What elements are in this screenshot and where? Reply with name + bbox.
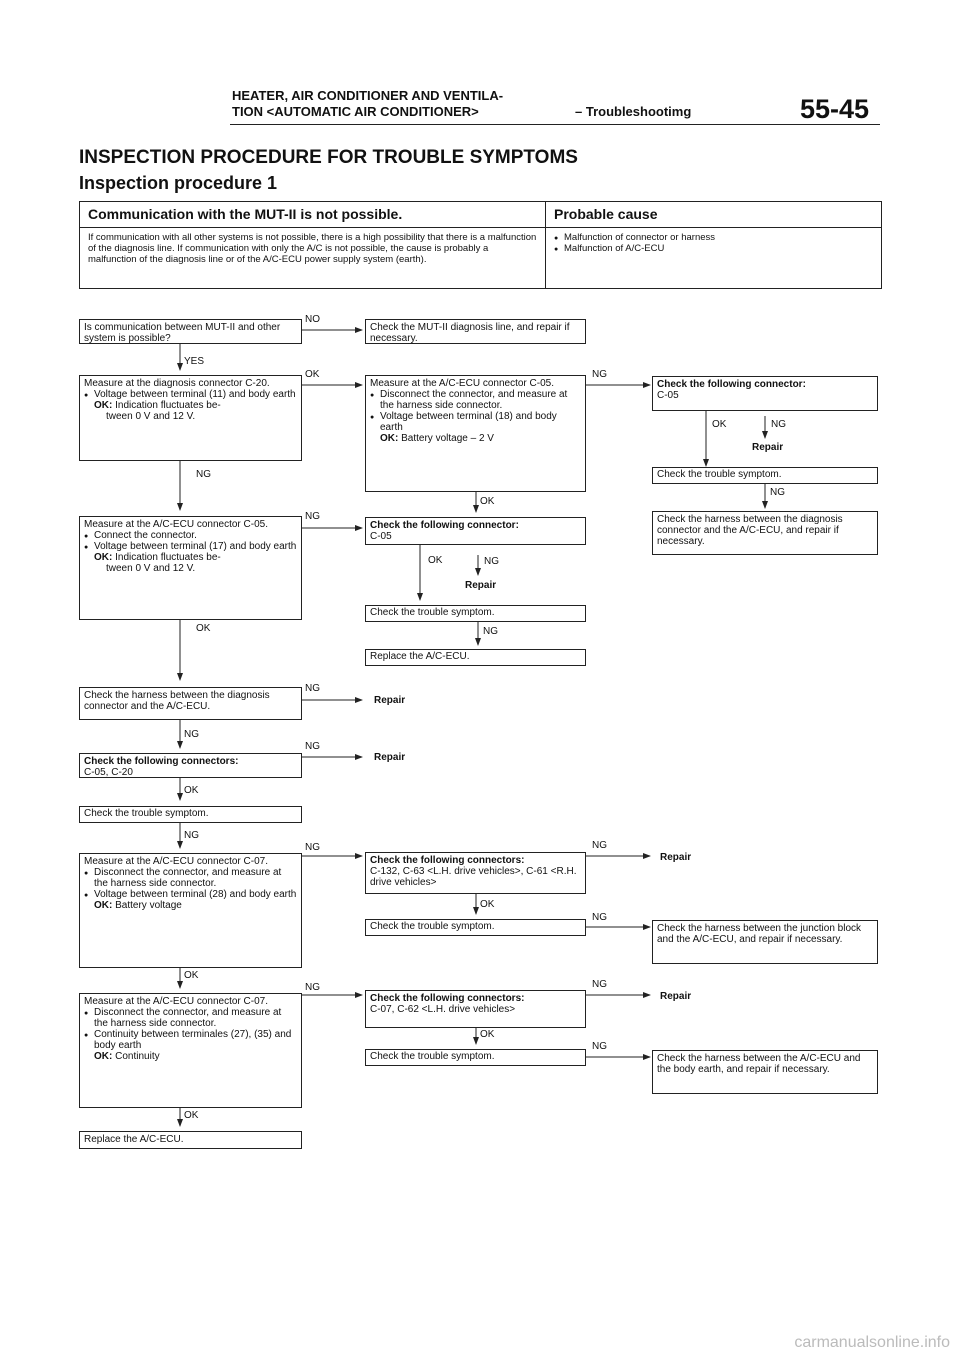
check-harness-diag-ecu: Check the harness between the diagnosis connector and the A/C-ECU. xyxy=(79,687,302,720)
check-trouble-symptom: Check the trouble symptom. xyxy=(365,605,586,622)
label-ng: NG xyxy=(184,729,199,740)
measure-diag-connector: Measure at the diagnosis connector C-20. ● Voltage between terminal (11) and body earth OK: Indication fluctuates be- tween 0 V and 12 V. xyxy=(79,375,302,461)
check-harness-diag-ecu-repair: Check the harness between the diagnosis connector and the A/C-ECU, and repair if necessary. xyxy=(652,511,878,555)
label-ok: OK xyxy=(305,369,320,380)
repair-text: Repair xyxy=(660,991,692,1002)
label-ok: OK xyxy=(184,970,199,981)
label-ng: NG xyxy=(184,830,199,841)
check-connector-c05: Check the following connector: C-05 xyxy=(652,376,878,411)
label-yes: YES xyxy=(184,356,205,367)
repair-text: Repair xyxy=(752,442,784,453)
check-harness-ecu-body-earth: Check the harness between the A/C-ECU and the body earth, and repair if necessary. xyxy=(652,1050,878,1094)
label-ng: NG xyxy=(592,840,607,851)
page-title: INSPECTION PROCEDURE FOR TROUBLE SYMPTOMS xyxy=(79,147,578,168)
label-ng: NG xyxy=(592,369,607,380)
label-ok: OK xyxy=(184,785,199,796)
header-title-line2: TION <AUTOMATIC AIR CONDITIONER> xyxy=(232,104,479,119)
check-connectors-c132: Check the following connectors: C-132, C-63 <L.H. drive vehicles>, C-61 <R.H. drive vehicles> xyxy=(365,852,586,894)
label-ok: OK xyxy=(712,419,727,430)
label-ok: OK xyxy=(480,496,495,507)
procedure-subtitle: Inspection procedure 1 xyxy=(79,173,278,193)
label-ng: NG xyxy=(771,419,786,430)
check-harness-junction-ecu: Check the harness between the junction block and the A/C-ECU, and repair if necessary. xyxy=(652,920,878,964)
header-section: – Troubleshootimg xyxy=(575,104,692,119)
check-connectors-c07: Check the following connectors: C-07, C-62 <L.H. drive vehicles> xyxy=(365,990,586,1028)
watermark: carmanualsonline.info xyxy=(794,1334,950,1351)
cause-item: ● Malfunction of A/C-ECU xyxy=(554,243,873,254)
measure-ecu-c05-terminal17: Measure at the A/C-ECU connector C-05. ● Connect the connector. ● Voltage between terminal (17) and body earth OK: Indication fluctuates be- tween 0 V and 12 V. xyxy=(79,516,302,620)
check-trouble-symptom: Check the trouble symptom. xyxy=(652,467,878,484)
check-trouble-symptom: Check the trouble symptom. xyxy=(365,919,586,936)
label-ng: NG xyxy=(770,487,785,498)
label-ng: NG xyxy=(305,683,320,694)
header-title-line1: HEATER, AIR CONDITIONER AND VENTILA- xyxy=(232,88,504,103)
check-mut-diag-line: Check the MUT-II diagnosis line, and repair if necessary. xyxy=(365,319,586,344)
replace-ecu: Replace the A/C-ECU. xyxy=(365,649,586,666)
label-ng: NG xyxy=(305,511,320,522)
repair-text: Repair xyxy=(374,752,406,763)
label-ng: NG xyxy=(592,979,607,990)
label-ok: OK xyxy=(480,899,495,910)
label-ok: OK xyxy=(196,623,211,634)
label-ng: NG xyxy=(592,1041,607,1052)
repair-text: Repair xyxy=(374,695,406,706)
measure-ecu-c05-terminal18: Measure at the A/C-ECU connector C-05. ● Disconnect the connector, and measure at the harness side connector. ● Voltage between terminal (18) and body earth OK: Battery voltage – 2 V xyxy=(365,375,586,492)
label-ng: NG xyxy=(305,982,320,993)
probable-cause-header: Probable cause xyxy=(554,206,658,222)
label-ng: NG xyxy=(484,556,499,567)
check-connectors-c05-c20: Check the following connectors: C-05, C-20 xyxy=(79,753,302,778)
label-ng: NG xyxy=(483,626,498,637)
label-ok: OK xyxy=(480,1029,495,1040)
replace-ecu: Replace the A/C-ECU. xyxy=(79,1131,302,1149)
repair-text: Repair xyxy=(465,580,497,591)
symptom-description: If communication with all other systems is not possible, there is a high possibility that there is a malfunction of the diagnosis line. If communication with only the A/C is not possible, the cause is probably a malfunction of the diagnosis line or of the A/C-ECU power supply system (earth). xyxy=(80,228,546,288)
measure-ecu-c07-continuity: Measure at the A/C-ECU connector C-07. ● Disconnect the connector, and measure at the harness side connector. ● Continuity between terminales (27), (35) and body earth OK: Continuity xyxy=(79,993,302,1108)
check-connector-c05: Check the following connector: C-05 xyxy=(365,517,586,545)
measure-ecu-c07-terminal28: Measure at the A/C-ECU connector C-07. ● Disconnect the connector, and measure at the harness side connector. ● Voltage between terminal (28) and body earth OK: Battery voltage xyxy=(79,853,302,968)
label-ng: NG xyxy=(196,469,211,480)
label-ok: OK xyxy=(184,1110,199,1121)
cause-item: ● Malfunction of connector or harness xyxy=(554,232,873,243)
symptom-header: Communication with the MUT-II is not possible. xyxy=(80,202,546,227)
repair-text: Repair xyxy=(660,852,692,863)
label-ng: NG xyxy=(592,912,607,923)
label-no: NO xyxy=(305,314,320,325)
check-trouble-symptom: Check the trouble symptom. xyxy=(79,806,302,823)
page-number: 55-45 xyxy=(800,94,870,124)
label-ng: NG xyxy=(305,741,320,752)
q-mut-communication: Is communication between MUT-II and other system is possible? xyxy=(79,319,302,344)
label-ng: NG xyxy=(305,842,320,853)
check-trouble-symptom: Check the trouble symptom. xyxy=(365,1049,586,1066)
label-ok: OK xyxy=(428,555,443,566)
